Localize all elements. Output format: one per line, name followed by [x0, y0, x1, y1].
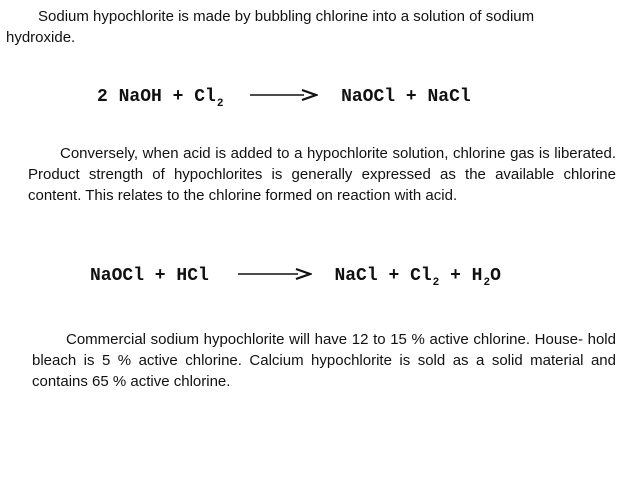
- equation-2-products: [334, 265, 500, 289]
- commercial-text: Commercial sodium hypochlorite will have 12 to 15 % active chlorine. House- hold bleach is 5 % active chlorine. Calcium hypochlorite is sold as a solid material and contains 65 % active chlorine.: [32, 331, 616, 390]
- conversely-text: Conversely, when acid is added to a hypochlorite solution, chlorine gas is liberated. Product strength of hypochlorites is generally expressed as the available chlorine content. This relates to the chlorine formed on reaction with acid.: [28, 145, 616, 204]
- equation-2-subscript-h: 2: [483, 277, 491, 289]
- intro-text: Sodium hypochlorite is made by bubbling chlorine into a solution of sodium hydroxide.: [6, 8, 535, 46]
- equation-2-products-b: + H: [439, 266, 483, 286]
- reaction-arrow-icon: [250, 88, 318, 102]
- equation-1-subscript: 2: [216, 98, 224, 110]
- equation-2-reactants: NaOCl + HCl: [90, 266, 209, 286]
- commercial-paragraph: [32, 329, 616, 392]
- reaction-arrow-icon: [238, 267, 312, 281]
- equation-1-products: NaOCl + NaCl: [341, 87, 471, 107]
- conversely-paragraph: [28, 143, 616, 206]
- intro-paragraph: [6, 6, 606, 48]
- equation-naoh-cl2: [97, 86, 471, 110]
- equation-2-subscript-cl: 2: [432, 277, 440, 289]
- equation-1-reactants-text: 2 NaOH + Cl: [97, 87, 216, 107]
- equation-2-products-a: NaCl + Cl: [334, 266, 432, 286]
- equation-2-products-c: O: [490, 266, 501, 286]
- equation-naocl-hcl: [90, 265, 501, 289]
- equation-1-reactants: [97, 86, 223, 110]
